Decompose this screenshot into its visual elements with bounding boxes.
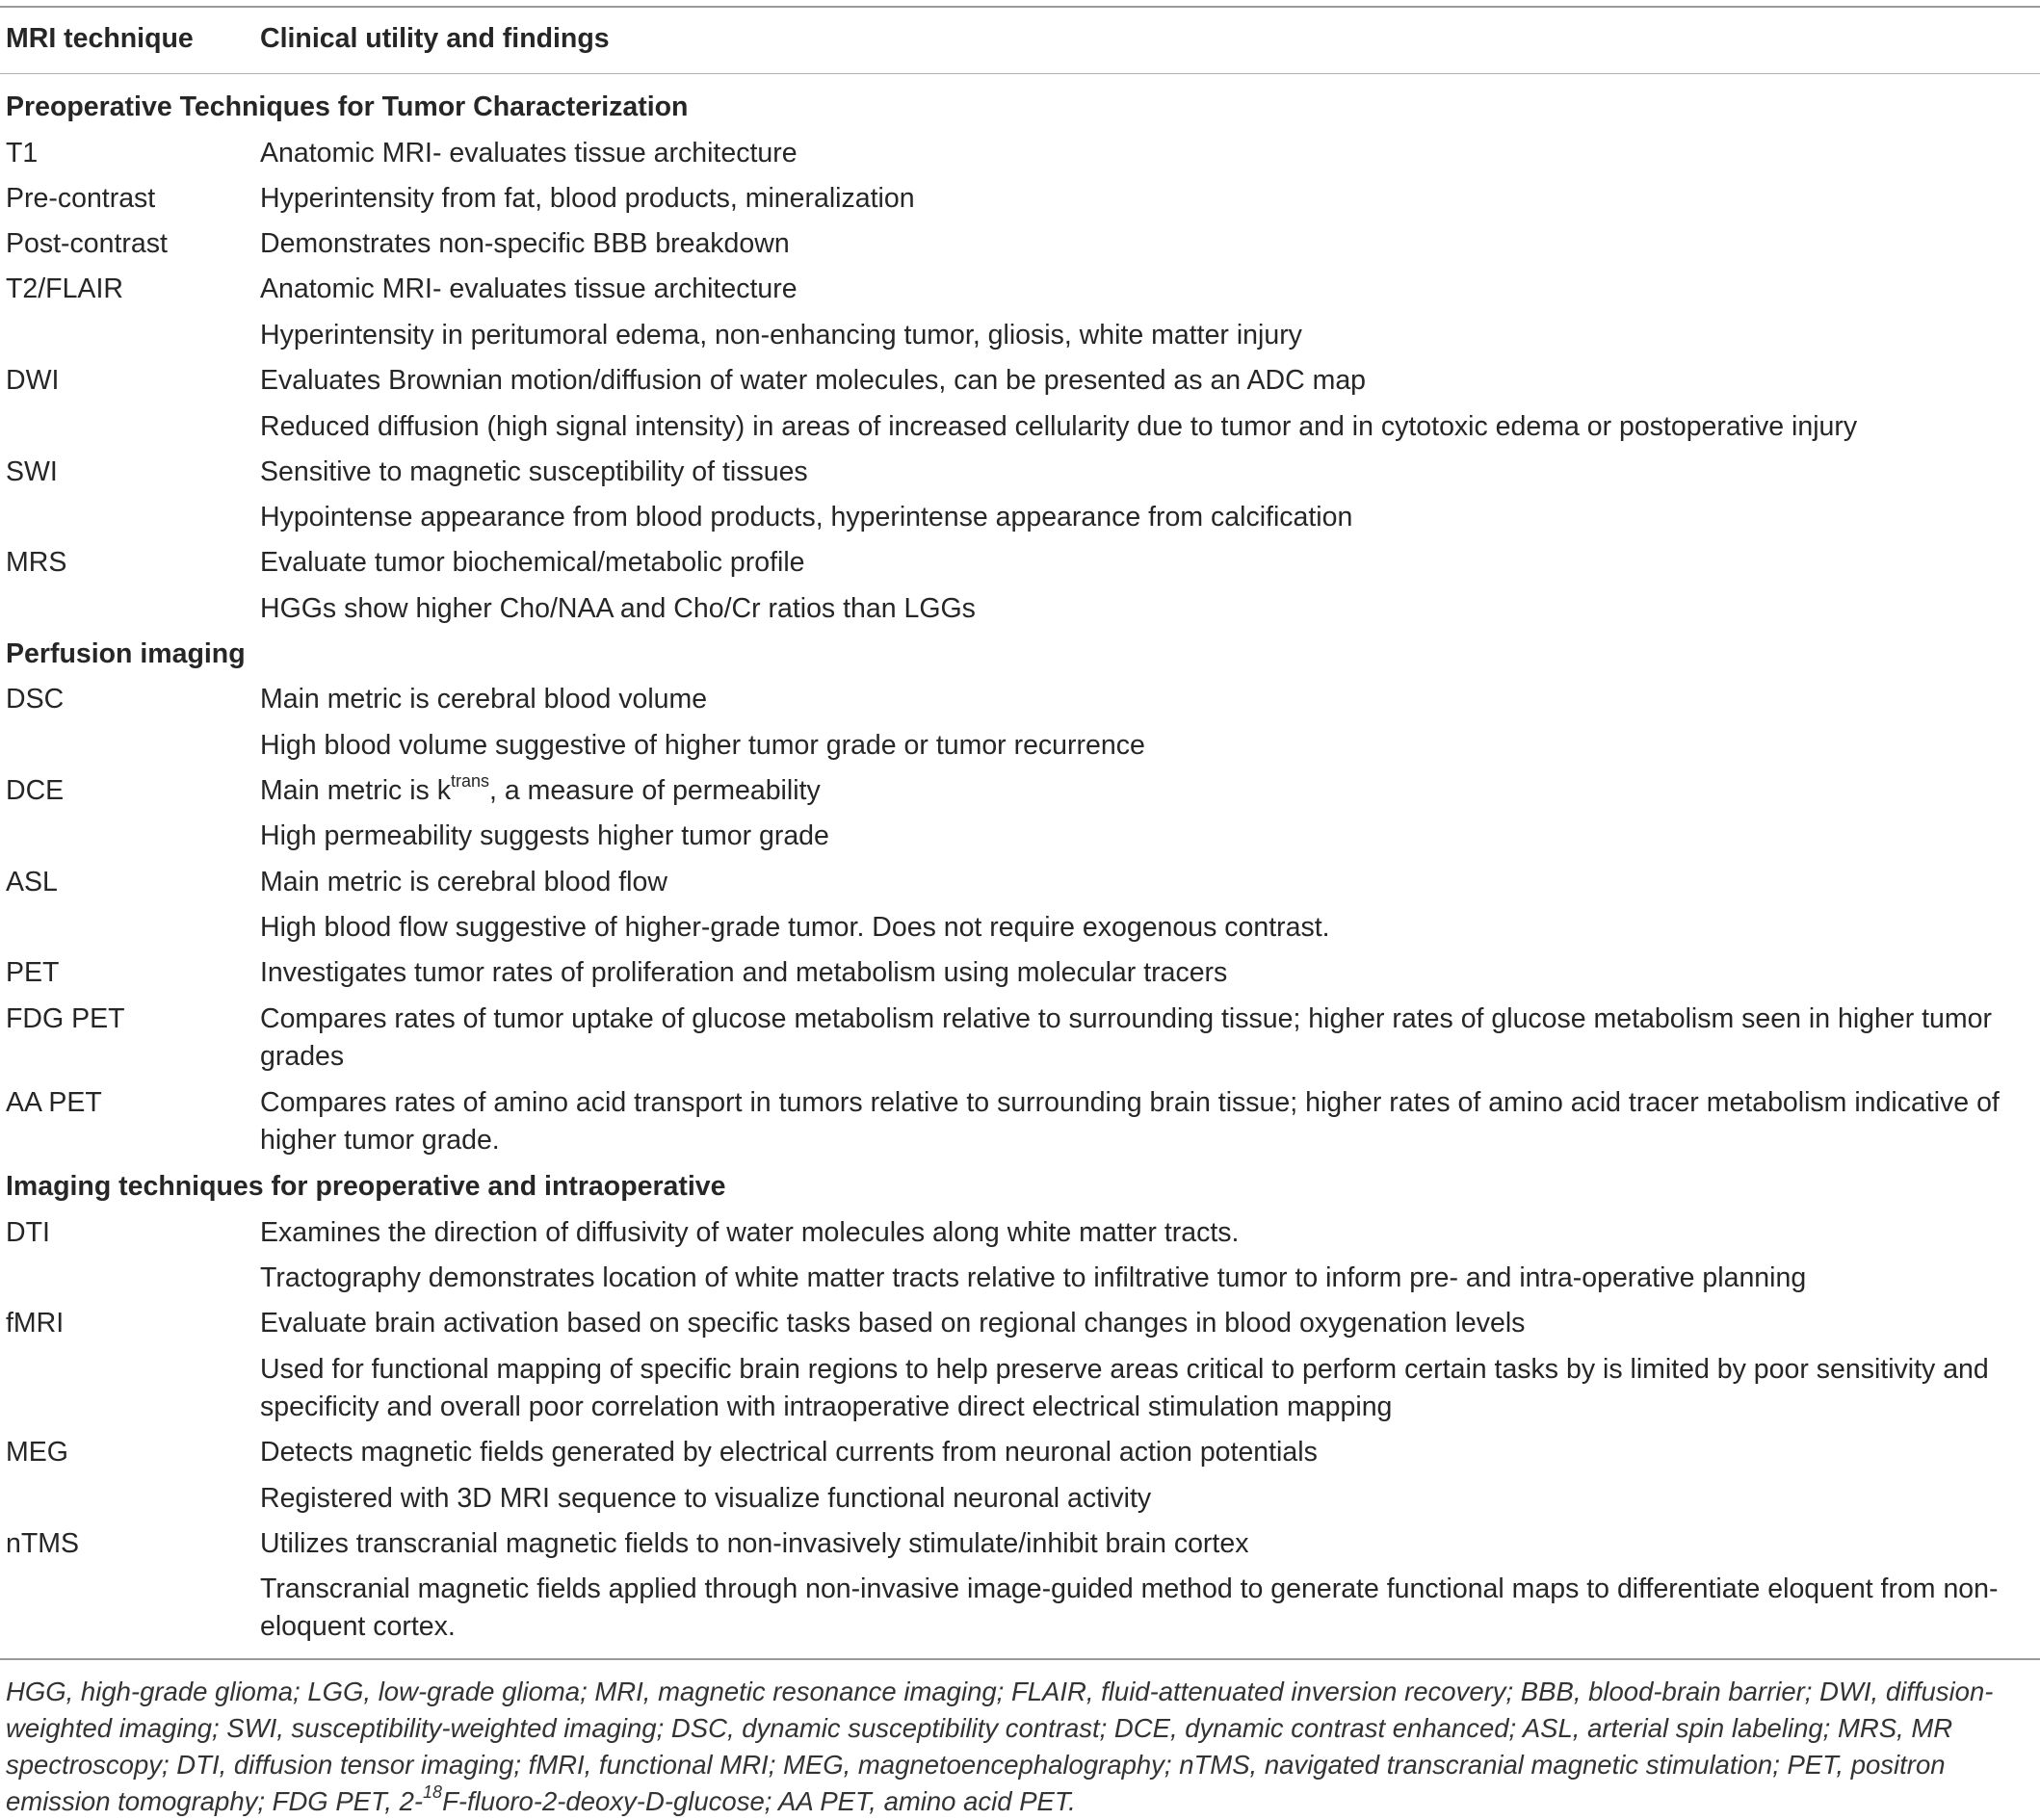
technique-cell: PET [6, 957, 60, 988]
section-title: Preoperative Techniques for Tumor Characterization [6, 91, 689, 122]
finding-cell: Main metric is cerebral blood flow [260, 867, 667, 897]
finding-cell: Investigates tumor rates of proliferation and metabolism using molecular tracers [260, 957, 1228, 988]
section-title: Perfusion imaging [6, 638, 246, 669]
header-technique: MRI technique [6, 23, 194, 54]
header-findings: Clinical utility and findings [260, 23, 610, 54]
technique-cell: FDG PET [6, 1003, 125, 1034]
footnote-superscript: 18 [423, 1782, 443, 1802]
technique-cell: AA PET [6, 1087, 102, 1118]
technique-cell: DSC [6, 684, 65, 715]
finding-cell: Registered with 3D MRI sequence to visualize functional neuronal activity [260, 1483, 1152, 1514]
technique-cell: fMRI [6, 1308, 65, 1339]
technique-cell: DCE [6, 775, 65, 806]
finding-cell: Hyperintensity in peritumoral edema, non-enhancing tumor, gliosis, white matter injury [260, 320, 1302, 351]
finding-cell: Evaluate brain activation based on specific tasks based on regional changes in blood oxygenation levels [260, 1308, 1526, 1339]
technique-cell: MEG [6, 1437, 68, 1468]
header-bottom-rule [0, 73, 2040, 74]
footnote-text: F-fluoro-2-deoxy-D-glucose; AA PET, amino acid PET. [442, 1786, 1076, 1816]
finding-cell: Examines the direction of diffusivity of water molecules along white matter tracts. [260, 1217, 1240, 1248]
finding-cell: High blood volume suggestive of higher tumor grade or tumor recurrence [260, 730, 1145, 761]
technique-cell: T2/FLAIR [6, 273, 123, 304]
technique-cell: nTMS [6, 1528, 80, 1559]
technique-cell: DWI [6, 365, 60, 396]
technique-cell: T1 [6, 138, 39, 169]
finding-cell: High permeability suggests higher tumor grade [260, 820, 829, 851]
table-top-rule [0, 6, 2040, 8]
finding-cell: Hyperintensity from fat, blood products, mineralization [260, 183, 915, 214]
finding-cell: Anatomic MRI- evaluates tissue architecture [260, 273, 798, 304]
table-bottom-rule [0, 1658, 2040, 1660]
technique-cell: ASL [6, 867, 58, 897]
finding-cell: Hypointense appearance from blood products, hyperintense appearance from calcification [260, 502, 1353, 533]
technique-cell: Post-contrast [6, 228, 168, 259]
finding-cell: Utilizes transcranial magnetic fields to non-invasively stimulate/inhibit brain cortex [260, 1528, 1249, 1559]
finding-cell: Evaluate tumor biochemical/metabolic profile [260, 547, 805, 578]
finding-cell: Reduced diffusion (high signal intensity) in areas of increased cellularity due to tumor and in cytotoxic edema or postoperative injury [260, 411, 1858, 442]
footnote-text: HGG, high-grade glioma; LGG, low-grade glioma; MRI, magnetic resonance imaging; FLAIR, fluid-attenuated inversion recovery; BBB, blood-brain barrier; DWI, diffusion-weighted imaging; SWI, susceptibility-weighted imaging; DSC, dynamic susceptibility contrast; DCE, dynamic contrast enhanced; ASL, arterial spin labeling; MRS, MR spectroscopy; DTI, diffusion tensor imaging; fMRI, functional MRI; MEG, magnetoencephalography; nTMS, navigated transcranial magnetic stimulation; PET, positron emission tomography; FDG PET, 2- [6, 1677, 1994, 1816]
finding-cell: Used for functional mapping of specific brain regions to help preserve areas critical to perform certain tasks by is limited by poor sensitivity and specificity and overall poor correlation with intraoperative direct electrical stimulation mapping [260, 1354, 1989, 1422]
technique-cell: DTI [6, 1217, 50, 1248]
finding-cell: Transcranial magnetic fields applied through non-invasive image-guided method to generate functional maps to differentiate eloquent from non-eloquent cortex. [260, 1573, 1999, 1642]
finding-cell: Tractography demonstrates location of white matter tracts relative to infiltrative tumor to inform pre- and intra-operative planning [260, 1262, 1807, 1293]
finding-cell: Compares rates of tumor uptake of glucose metabolism relative to surrounding tissue; higher rates of glucose metabolism seen in higher tumor grades [260, 1003, 1992, 1072]
technique-cell: SWI [6, 456, 58, 487]
table-footnote [6, 1674, 2034, 1820]
finding-text: , a measure of permeability [488, 775, 821, 806]
finding-cell [260, 772, 2013, 810]
section-title: Imaging techniques for preoperative and intraoperative [6, 1171, 726, 1202]
superscript-text: trans [450, 771, 489, 791]
finding-cell: High blood flow suggestive of higher-grade tumor. Does not require exogenous contrast. [260, 912, 1330, 943]
finding-cell: Main metric is cerebral blood volume [260, 684, 708, 715]
technique-cell: Pre-contrast [6, 183, 156, 214]
finding-cell: Compares rates of amino acid transport in tumors relative to surrounding brain tissue; higher rates of amino acid tracer metabolism indicative of higher tumor grade. [260, 1087, 2000, 1156]
finding-text: Main metric is k [260, 775, 451, 806]
finding-cell: Sensitive to magnetic susceptibility of tissues [260, 456, 808, 487]
finding-cell: Evaluates Brownian motion/diffusion of water molecules, can be presented as an ADC map [260, 365, 1367, 396]
finding-cell: Demonstrates non-specific BBB breakdown [260, 228, 790, 259]
finding-cell: Detects magnetic fields generated by electrical currents from neuronal action potentials [260, 1437, 1318, 1468]
technique-cell: MRS [6, 547, 67, 578]
finding-cell: Anatomic MRI- evaluates tissue architecture [260, 138, 798, 169]
finding-cell: HGGs show higher Cho/NAA and Cho/Cr ratios than LGGs [260, 593, 976, 624]
